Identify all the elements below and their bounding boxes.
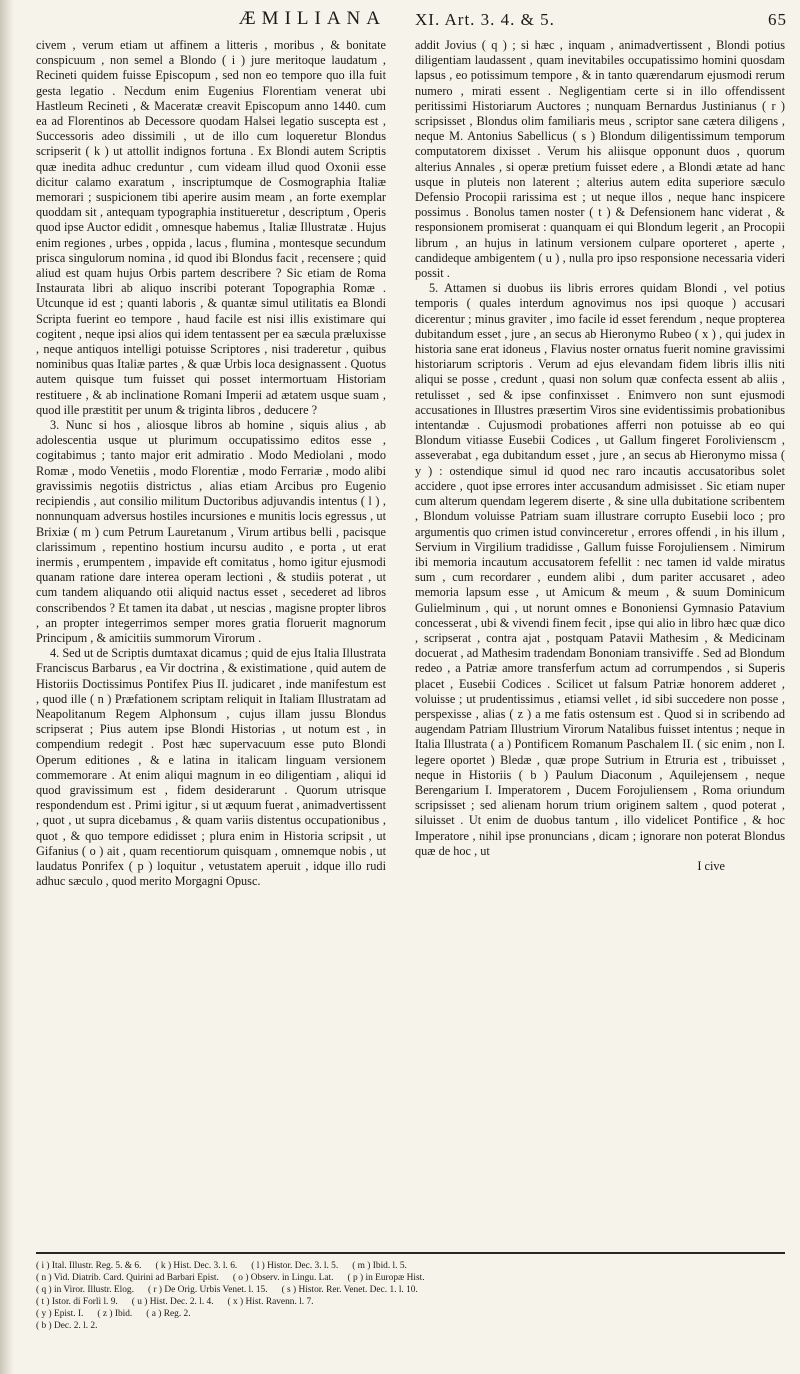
footnote: ( m ) Ibid. l. 5. [352,1261,407,1271]
footnote: ( x ) Hist. Ravenn. l. 7. [227,1297,314,1307]
left-column [36,38,386,889]
footnote: ( t ) Istor. di Forlì l. 9. [36,1297,118,1307]
book-binding-shadow [0,0,14,1374]
footnote: ( o ) Observ. in Lingu. Lat. [232,1273,334,1283]
footnote: ( r ) De Orig. Urbis Venet. l. 15. [147,1285,268,1295]
footnote-row [36,1272,785,1284]
footnote-row [36,1284,785,1296]
left-paragraph: civem , verum etiam ut affinem a litteris , moribus , & bonitate conspicuum , non semel a Blondo ( i ) jure meritoque laudatum , Recineti quidem fuisse Episcopum , sed non eo tempore quo illa fuit gesta legatio . Necdum enim Eugenius Florentiam venerat ubi Hastleum Recineti , & Maceratæ creavit Episcopum anno 1440. cum ea ad Florentinos ab Decessore quodam Halsei legatio suscepta est , Successoris adeo dissimili , ut de illo cum loqueretur Blondus scripserit ( k ) ut attollit indignos fortuna . Ex Blondi autem Scriptis quæ inedita adhuc creduntur , cum videam illud quod Oxonii esse dicitur calamo exaratum , inscriptumque de Cosmographia Italiæ memorari ; suspicionem tibi aperire ausim meam , an forte exemplar quoddam sit , antequam typographia institueretur , descriptum , Operis quod ipse Auctor edidit , omnesque habemus , Italiæ Illustratæ . Hujus enim regiones , urbes , oppida , lacus , flumina , montesque secundum prisca singulorum nomina , id quod ibi Blondus facit , recensere ; quid aliud est quam hujus Orbis partem describere ? Sic etiam de Roma Instaurata libri ab aliquo inscribi poterant Topographia Romæ . Utcunque id est ; quanti laboris , & quantæ simul utilitatis ea Blondi Scripta fuerint eo tempore , haud facile est nisi illis existimare qui cogitent , neque ipsi alios qui idem tentassent per ea sæcula præluxisse , neque antiquos intelligi potuisse Scriptores , nisi traderetur , quibus nominibus quas Italiæ partes , & quæ Urbis loca designassent . Quotus autem quisque tum fuisset qui posset intermortuam Historiam restituere , & ab inclinatione Romani Imperii ad ætatem usque suam , quod ille præstitit per unum & triginta libros , deducere ? [36,38,386,417]
footnote-row [36,1308,785,1320]
footnote: ( u ) Hist. Dec. 2. l. 4. [131,1297,214,1307]
footnote: ( k ) Hist. Dec. 3. l. 6. [155,1261,238,1271]
left-paragraph: 4. Sed ut de Scriptis dumtaxat dicamus ; quid de ejus Italia Illustrata Franciscus Barbarus , ea Vir doctrina , & existimatione , quid autem de Historiis Doctissimus Pontifex Pius II. judicaret , inde manifestum est , quod ille ( n ) Præfationem scriptam reliquit in Italiam Illustratam ad Neapolitanum Regem Alphonsum , cujus illam jussu Blondus scripserat ; Pius autem ipse Blondi Historias , ut notum est , in compendium redegit . Post hæc supervacuum esse puto Blondi Operum editiones , & e latina in italicam linguam versionem commemorare . At enim aliqui magnum in eo diligentiam , aliqui id quod gravissimum est , fidem desiderarunt . Quorum utrisque respondendum est . Primi igitur , si ut æquum fuerat , animadvertissent , quot , ut supra dicebamus , & quam variis distentus occupationibus , quot , & quo tempore edidisset ; plura enim in Historia scripsit , ut Gifanius ( o ) ait , quam recentiorum quisquam , omnemque nobis , ut laudatus Ponrifex ( p ) loquitur , vetustatem aperuit , idque illo rudi adhuc sæculo , quod merito Morgagni Opusc. [36,646,386,889]
footnote: ( n ) Vid. Diatrib. Card. Quirini ad Barbari Epist. [36,1273,219,1283]
footnote: ( a ) Reg. 2. [146,1309,191,1319]
footnote: ( l ) Histor. Dec. 3. l. 5. [251,1261,339,1271]
footnotes [36,1260,785,1332]
footnote: ( q ) in Viror. Illustr. Elog. [36,1285,134,1295]
footnote: ( y ) Epist. I. [36,1309,84,1319]
running-section [415,10,787,30]
page-number: 65 [768,10,787,29]
footnote-rule [36,1252,785,1254]
catchword: I cive [697,858,725,873]
footnote: ( s ) Histor. Rer. Venet. Dec. 1. l. 10. [281,1285,418,1295]
footnote: ( i ) Ital. Illustr. Reg. 5. & 6. [36,1261,142,1271]
right-paragraph: addit Jovius ( q ) ; si hæc , inquam , animadvertissent , Blondi potius diligentiam laudassent , quam inevitabiles occupatissimo homini quosdam lapsus , eo potissimum tempore , & in tanto quærendarum ejusmodi rerum numero , mirati essent . Negligentiam certe si in illo offendissent peritissimi Historiarum Auctores ; nunquam Bernardus Justinianus ( r ) scripsisset , Blondus olim familiaris meus , scriptor sane cætera diligens , neque M. Antonius Sabellicus ( s ) Blondum diligentissimum temporum computatorem dixisset . Verum his aliisque opponunt duos , quorum alterius Annales , si operæ pretium fuisset edere , a Blondi ætate ad hanc usque in pluteis non laterent ; alterius autem edita superiore sæculo Defensio Procopii rarissima est ; ut neque illos , neque hanc inspicere possimus . Bonolus tamen noster ( t ) & Defensionem hanc viderat , & responsionem promiserat : quanquam ei qui Blondum legerit , an Procopii librum , an hujus in latinum versionem culpare oporteret , aperte , candideque ambigentem ( u ) , nulla pro ipso responsione necessaria videri possit . [415,38,785,281]
running-title: ÆMILIANA [238,8,386,29]
footnote: ( b ) Dec. 2. l. 2. [36,1321,98,1331]
left-paragraph: 3. Nunc si hos , aliosque libros ab homine , siquis alius , ab adolescentia usque ut plurimum occupatissimo editos esse , cogitabimus ; tanto major erit admiratio . Modo Mediolani , modo Romæ , modo Venetiis , modo Florentiæ , modo Ferrariæ , modo alibi gravissimis negotiis districtus , alias etiam Arcibus pro Eugenio recipiendis , aut consilio militum Ductoribus adjuvandis intentus ( l ) , nonnunquam adversus hostiles incursiones e munitis locis egressus , ut Brixiæ ( m ) cum Petrum Lauretanum , Virum artibus belli , pacisque clarissimum , repentino hostium incursu audito , e porta , ut erat inermis , erumpentem , impavide eft comitatus , homo igitur ejusmodi quanam ratione dare interea operam lectioni , & studiis poterat , ut cum tandem aliquando otii aliquid nactus esset , secederet ad libros conscribendos ? Et tamen ita dabat , ut nescias , magisne propter libros , an propter integerrimos semper mores gratia floruerit magnorum Principum , & amicitiis summorum Virorum . [36,418,386,645]
section-reference: XI. Art. 3. 4. & 5. [415,10,555,29]
right-paragraph: 5. Attamen si duobus iis libris errores quidam Blondi , vel potius temporis ( quales interdum agnovimus nos ipsi quoque ) accusari dicerentur ; minus graviter , imo facile id esset ferendum , neque propterea dubitandum esset , jure , an secus ab Hieronymo Rubeo ( x ) , qui judex in historia sane erat idoneus , Flavius noster ornatus fuerit nomine gravissimi historiarum scriptoris . Verum ad ejus elevandam fidem libris illis niti aliqui se posse , credunt , quasi non solum quæ confecta essent ab aliis , retulisset , sed & ipse confinxisset . Enimvero non sunt ejusmodi accusationes in Illustres præsertim Viros sine evidentissimis probationibus intentandæ . Cujusmodi probationes afferri non potuisse ab eo qui Blondum vitiasse Eusebii Codices , ut Gallum fingeret Forolivienscm , asseverabat , ega dubitandum esset , jure , an secus ab Hieronymo missa ( y ) : ostendique simul id quod nec raro incautis accusatoribus solet accidere , quot ipse errores inter accusandum admisisset . Sic etiam nuper cum alterum quendam legerem diserte , & sine ulla dubitatione scribentem , Blondum voluisse Patriam suam illustrare corrupto Eusebii loco ; pro argumentis quo crimen istud convinceretur , errores offendi , in his illum , Servium in Virgilium tradidisse , Gallum fuisse Forojuliensem . Nimirum ibi memoria incautum accusatorem fefellit : nec tamen id valde miratus sum , cum recordarer , eundem alibi , dum pariter accusaret , adeo memoria lapsum esse , ut Amicum & meum , & suum Dominicum Gulielminum , qui , ut norunt omnes e Bononiensi Gymnasio Patavium concesserat , ubi & vivendi finem fecit , ipse qui alio in libro hæc quæ dico , scripserat , contra ajat , postquam Patavii Mathesim , & Medicinam docuerat , ad Mathesim tradendam Bononiam transiviffe . Sed ad Blondum redeo , a Patriæ amore transferfum actum ad corrumpendos , si Superis placet , Eusebii Codices . Scilicet ut falsum Patriæ honorem adderet , voluisse ; ut prudentissimus , etiamsi vellet , id sibi succedere non posse , perspexisse , alias ( z ) a me fatis ostensum est . Quod si in scribendo ad augendam Patriam Illustrium Virorum Natalibus fuisset intentus ; neque in Italia Illustrata ( a ) Pontificem Romanum Paschalem II. ( sic enim , non I. legere oportet ) Bledæ , quæ prope Sutrium in Etruria est , tribuisset , neque in Historiis ( b ) Paulum Diaconum , Aquilejensem , neque Berengarium I. Imperatorem , Ducem Forojuliensem , Roma oriundum scripsisset ; sed alienam horum trium originem saltem , quod poterat , siluisset . Ut enim de duobus tantum , illo videlicet Pontifice , & hoc Imperatore , nihil ipse pronuncians , dicam ; ignorare non poterat Blondus quæ de hoc , ut [415,281,785,858]
right-column [415,38,785,874]
footnote-row [36,1260,785,1272]
footnote-row [36,1320,785,1332]
footnote: ( z ) Ibid. [97,1309,133,1319]
page-header [0,6,800,42]
footnote: ( p ) in Europæ Hist. [347,1273,425,1283]
footnote-row [36,1296,785,1308]
